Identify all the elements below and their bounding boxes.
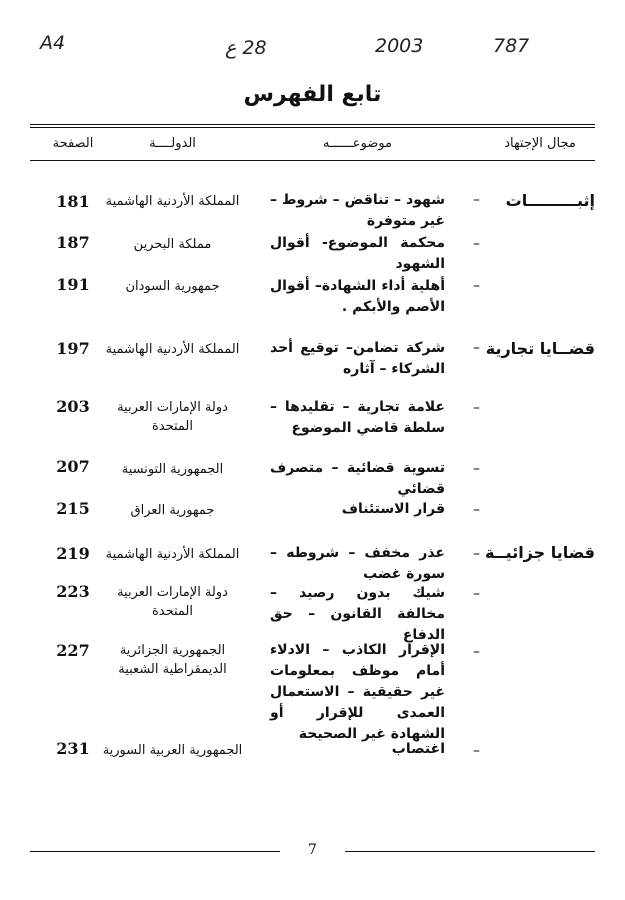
entry-country: دولة الإمارات العربية المتحدة bbox=[117, 585, 228, 619]
entry-subject: الإقرار الكاذب – الادلاء أمام موظف بمعلومات غير حقيقية – الاستعمال العمدى للإقرار أو الشهادة غير الصحيحة bbox=[270, 642, 445, 742]
entry-dash: – bbox=[473, 340, 480, 356]
entry-subject: قرار الاستئناف bbox=[341, 501, 445, 517]
entry-dash: – bbox=[473, 236, 480, 252]
entry-page: 223 bbox=[56, 582, 90, 601]
entry-page: 203 bbox=[56, 397, 90, 416]
header-bottom-rule bbox=[30, 160, 595, 161]
entry-dash: – bbox=[473, 461, 480, 477]
handwritten-a4: A4 bbox=[40, 32, 66, 54]
entry-subject: عذر مخفف – شروطه – سورة غضب bbox=[270, 545, 445, 582]
entry-country: المملكة الأردنية الهاشمية bbox=[105, 342, 240, 357]
entry-country: مملكة البحرين bbox=[133, 237, 212, 252]
entry-subject: اغتصاب bbox=[391, 741, 445, 757]
entry-country: المملكة الأردنية الهاشمية bbox=[105, 547, 240, 562]
entry-country: دولة الإمارات العربية المتحدة bbox=[117, 400, 228, 434]
page-title: تابع الفهرس bbox=[243, 82, 382, 107]
entry-dash: – bbox=[473, 743, 480, 759]
entry-country: الجمهورية التونسية bbox=[121, 462, 224, 477]
entry-page: 215 bbox=[56, 499, 90, 518]
entry-page: 191 bbox=[56, 275, 90, 294]
header-country: الدولــــة bbox=[149, 136, 196, 151]
category-criminal: قضايا جزائيــة bbox=[485, 543, 595, 562]
header-field: مجال الإجتهاد bbox=[504, 136, 576, 151]
header-top-rule-2 bbox=[30, 127, 595, 128]
footer-rule-left bbox=[30, 851, 280, 852]
entry-page: 207 bbox=[56, 457, 90, 476]
entry-dash: – bbox=[473, 192, 480, 208]
entry-page: 187 bbox=[56, 233, 90, 252]
entry-page: 197 bbox=[56, 339, 90, 358]
handwritten-code: 787 bbox=[493, 35, 530, 57]
footer-rule-right bbox=[345, 851, 595, 852]
entry-dash: – bbox=[473, 278, 480, 294]
category-evidence: إثبـــــــــات bbox=[505, 191, 595, 210]
header-subject: موضوعــــــه bbox=[322, 136, 392, 151]
entry-dash: – bbox=[473, 586, 480, 602]
entry-subject: شيك بدون رصيد – مخالفة القانون – حق الدفاع bbox=[270, 585, 445, 643]
entry-page: 227 bbox=[56, 641, 90, 660]
footer-page-number: 7 bbox=[308, 842, 317, 858]
entry-subject: أهلية أداء الشهادة– أقوال الأصم والأبكم . bbox=[270, 278, 445, 315]
entry-page: 181 bbox=[56, 192, 90, 211]
entry-subject: محكمة الموضوع- أقوال الشهود bbox=[270, 235, 445, 272]
entry-subject: تسوية قضائية – متصرف قضائي bbox=[270, 460, 445, 497]
entry-dash: – bbox=[473, 502, 480, 518]
entry-dash: – bbox=[473, 400, 480, 416]
entry-country: الجمهورية العربية السورية bbox=[102, 743, 243, 758]
entry-country: جمهورية العراق bbox=[130, 503, 215, 518]
entry-subject: علامة تجارية – تقليدها – سلطة قاضي الموضوع bbox=[270, 399, 445, 436]
entry-subject: شهود – تناقض – شروط – غير متوفرة bbox=[270, 192, 445, 229]
entry-country: الجمهورية الجزائرية الديمقراطية الشعبية bbox=[118, 643, 227, 677]
entry-page: 219 bbox=[56, 544, 90, 563]
entry-country: جمهورية السودان bbox=[125, 279, 220, 294]
header-top-rule bbox=[30, 124, 595, 125]
entry-dash: – bbox=[473, 644, 480, 660]
category-commercial: قضــايا تجارية bbox=[485, 339, 595, 358]
entry-page: 231 bbox=[56, 739, 90, 758]
entry-country: المملكة الأردنية الهاشمية bbox=[105, 194, 240, 209]
header-page: الصفحة bbox=[52, 136, 94, 151]
entry-dash: – bbox=[473, 546, 480, 562]
handwritten-year: 2003 bbox=[375, 35, 424, 57]
handwritten-issue: 28 ع bbox=[225, 37, 267, 59]
entry-subject: شركة تضامن– توقيع أحد الشركاء – آثاره bbox=[270, 340, 445, 377]
